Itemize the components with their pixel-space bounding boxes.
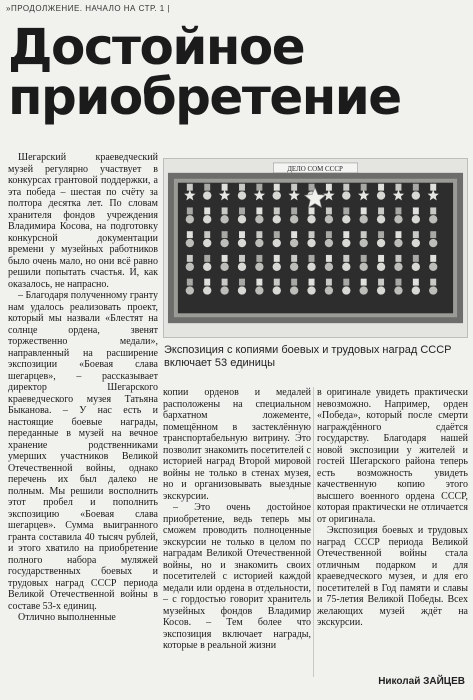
medal-icon <box>186 239 194 247</box>
title-line-1: Достойное <box>8 18 305 76</box>
medal-ribbon <box>361 279 367 286</box>
medal-icon <box>412 286 420 294</box>
medal-ribbon <box>326 207 332 214</box>
medal-icon <box>342 263 350 271</box>
medal-ribbon <box>222 279 228 286</box>
medal-icon <box>394 239 402 247</box>
medal-ribbon <box>187 207 193 214</box>
paragraph: копии орденов и медалей расположены на специальном бархатном ложементе, помещённом в застеклённую транспортабельную витрину. Это позволит знакомить посетителей с историей наград Второй мировой войны не только в стенах музея, но и организовывать выездные экскурсии. <box>163 387 311 502</box>
medal-ribbon <box>395 279 401 286</box>
title-line-2: приобретение <box>8 68 401 126</box>
medal-ribbon <box>395 231 401 238</box>
paragraph: Экспозиция боевых и трудовых наград СССР периода Великой Отечественной войны стала отличным подарком и для краеведческого музея, и для его посетителей в Год памяти и славы и 75-летия Великой Победы. Всех желающих музей ждёт на экскурсии. <box>317 525 468 628</box>
medal-ribbon <box>343 184 349 191</box>
medal-ribbon <box>256 184 262 191</box>
medal-icon <box>377 191 385 199</box>
medal-icon <box>429 215 437 223</box>
medal-ribbon <box>187 255 193 262</box>
medal-ribbon <box>378 207 384 214</box>
medal-ribbon <box>361 231 367 238</box>
medal-ribbon <box>204 184 210 191</box>
medal-icon <box>238 239 246 247</box>
medal-ribbon <box>256 231 262 238</box>
medal-icon <box>220 286 228 294</box>
continuation-line: »ПРОДОЛЖЕНИЕ. НАЧАЛО НА СТР. 1 | <box>6 4 171 13</box>
medal-icon <box>360 239 368 247</box>
medal-icon <box>203 286 211 294</box>
column-1 <box>8 152 158 624</box>
medal-ribbon <box>256 255 262 262</box>
medal-icon <box>290 286 298 294</box>
medal-ribbon <box>413 207 419 214</box>
medal-ribbon <box>256 279 262 286</box>
medal-ribbon <box>274 255 280 262</box>
paragraph: – Это очень достойное приобретение, ведь теперь мы сможем проводить полноценные экскурсии не только в целом по наградам Великой Отечественной войны, но и знакомить своих посетителей с историей каждой медали или ордена в отдельности, – с гордостью говорит хранитель музейных фондов Владимир Косов. – Тем более что экспозиция включает награды, которые в реальной жизни <box>163 502 311 651</box>
medal-icon <box>377 215 385 223</box>
medal-ribbon <box>378 255 384 262</box>
medal-ribbon <box>239 184 245 191</box>
medal-ribbon <box>395 184 401 191</box>
medal-ribbon <box>430 255 436 262</box>
exhibit-photo <box>163 158 468 338</box>
medal-ribbon <box>309 279 315 286</box>
medal-icon <box>307 263 315 271</box>
medal-ribbon <box>309 231 315 238</box>
medal-ribbon <box>274 184 280 191</box>
medal-icon <box>255 286 263 294</box>
medal-icon <box>290 263 298 271</box>
medal-ribbon <box>413 255 419 262</box>
medal-icon <box>186 286 194 294</box>
medal-ribbon <box>413 231 419 238</box>
medal-icon <box>307 215 315 223</box>
medal-icon <box>273 239 281 247</box>
medal-ribbon <box>309 255 315 262</box>
medal-icon <box>238 215 246 223</box>
medal-ribbon <box>274 231 280 238</box>
medal-ribbon <box>343 207 349 214</box>
medal-ribbon <box>361 207 367 214</box>
medal-icon <box>203 215 211 223</box>
medal-ribbon <box>239 207 245 214</box>
medal-icon <box>412 239 420 247</box>
medal-ribbon <box>291 279 297 286</box>
medal-display-case-image <box>164 159 467 337</box>
medal-icon <box>412 191 420 199</box>
medal-ribbon <box>274 279 280 286</box>
medal-ribbon <box>187 231 193 238</box>
medal-icon <box>325 286 333 294</box>
medal-ribbon <box>343 231 349 238</box>
medal-icon <box>342 286 350 294</box>
column-divider <box>313 387 314 677</box>
medal-icon <box>220 215 228 223</box>
medal-ribbon <box>187 279 193 286</box>
medal-icon <box>360 263 368 271</box>
medal-ribbon <box>309 184 315 191</box>
medal-ribbon <box>395 255 401 262</box>
medal-icon <box>238 286 246 294</box>
medal-icon <box>203 191 211 199</box>
medal-icon <box>377 239 385 247</box>
medal-icon <box>220 263 228 271</box>
medal-icon <box>203 239 211 247</box>
medal-icon <box>412 215 420 223</box>
medal-icon <box>220 239 228 247</box>
medal-ribbon <box>187 184 193 191</box>
medal-icon <box>290 215 298 223</box>
medal-icon <box>342 239 350 247</box>
medal-ribbon <box>395 207 401 214</box>
photo-caption: Экспозиция с копиями боевых и трудовых наград СССР включает 53 единицы <box>164 344 452 369</box>
medal-icon <box>360 215 368 223</box>
medal-ribbon <box>204 279 210 286</box>
medal-ribbon <box>239 255 245 262</box>
medal-icon <box>186 263 194 271</box>
medal-icon <box>394 263 402 271</box>
medal-ribbon <box>430 207 436 214</box>
medal-icon <box>394 215 402 223</box>
paragraph: в оригинале увидеть практически невозможно. Например, орден «Победа», который после смерти награждённого сдаётся государству. Благодаря нашей новой экспозиции у жителей и гостей Шегарского района теперь есть возможность увидеть качественную копию этого высшего военного ордена СССР, которая практически не отличается от оригинала. <box>317 387 468 525</box>
medal-ribbon <box>222 184 228 191</box>
medal-ribbon <box>326 231 332 238</box>
medal-icon <box>377 263 385 271</box>
medal-icon <box>429 263 437 271</box>
author-name: Николай ЗАЙЦЕВ <box>378 676 465 687</box>
photo-banner: ДЕЛО СОМ СССР <box>287 165 343 173</box>
medal-icon <box>360 286 368 294</box>
medal-ribbon <box>413 184 419 191</box>
paragraph: Шегарский краеведческий музей регулярно участвует в конкурсах грантовой поддержки, а эта победа – шестая по счёту за полтора десятка лет. По словам хранителя фондов учреждения Владимира Косова, на подготовку конкурсной документации времени у музейных работников было очень мало, но они всё равно решили попытать счастья. И, как оказалось, не напрасно. <box>8 152 158 290</box>
column-3 <box>317 387 468 629</box>
medal-icon <box>273 263 281 271</box>
paragraph: – Благодаря полученному гранту нам удалось реализовать проект, который мы назвали «Блестят на солнце ордена, звенят торжественно медали», направленный на расширение экспозиции «Боевая слава шегарцев», – рассказывает директор Шегарского краеведческого музея Татьяна Быканова. – У нас есть и настоящие боевые награды, переданные в музей на вечное хранение родственниками умерших участников Великой Отечественной войны, однако перечень их был далеко не полным. Мы решили восполнить этот пробел и пополнить экспозицию «Боевая слава шегарцев». Сумма выигранного гранта составила 40 тысяч рублей, и этого хватило на приобретение полного набора муляжей государственных боевых и трудовых наград СССР периода Великой Отечественной войны в составе 53-х единиц. <box>8 290 158 612</box>
medal-ribbon <box>204 231 210 238</box>
medal-icon <box>307 239 315 247</box>
medal-ribbon <box>256 207 262 214</box>
medal-ribbon <box>326 255 332 262</box>
medal-icon <box>203 263 211 271</box>
paragraph: Отлично выполненные <box>18 612 116 623</box>
medal-ribbon <box>326 279 332 286</box>
medal-icon <box>307 286 315 294</box>
medal-ribbon <box>222 255 228 262</box>
medal-icon <box>255 239 263 247</box>
medal-ribbon <box>430 231 436 238</box>
medal-icon <box>429 286 437 294</box>
medal-ribbon <box>239 231 245 238</box>
medal-ribbon <box>343 279 349 286</box>
medal-ribbon <box>291 184 297 191</box>
medal-icon <box>325 215 333 223</box>
medal-icon <box>429 239 437 247</box>
article-title <box>8 18 468 126</box>
medal-ribbon <box>378 231 384 238</box>
medal-ribbon <box>222 231 228 238</box>
medal-ribbon <box>239 279 245 286</box>
medal-ribbon <box>430 184 436 191</box>
medal-icon <box>325 263 333 271</box>
medal-ribbon <box>274 207 280 214</box>
medal-icon <box>290 239 298 247</box>
medal-icon <box>342 191 350 199</box>
medal-ribbon <box>291 231 297 238</box>
medal-icon <box>255 263 263 271</box>
medal-ribbon <box>343 255 349 262</box>
medal-ribbon <box>326 184 332 191</box>
medal-icon <box>394 286 402 294</box>
medal-icon <box>238 263 246 271</box>
medal-icon <box>377 286 385 294</box>
medal-icon <box>325 239 333 247</box>
medal-ribbon <box>291 207 297 214</box>
medal-icon <box>273 191 281 199</box>
column-2 <box>163 387 311 652</box>
medal-ribbon <box>378 279 384 286</box>
medal-ribbon <box>361 255 367 262</box>
medal-ribbon <box>222 207 228 214</box>
medal-icon <box>342 215 350 223</box>
medal-icon <box>186 215 194 223</box>
medal-icon <box>273 215 281 223</box>
medal-icon <box>273 286 281 294</box>
medal-ribbon <box>204 207 210 214</box>
medal-ribbon <box>291 255 297 262</box>
medal-ribbon <box>204 255 210 262</box>
medal-ribbon <box>378 184 384 191</box>
medal-ribbon <box>413 279 419 286</box>
medal-icon <box>412 263 420 271</box>
medal-icon <box>255 215 263 223</box>
medal-ribbon <box>361 184 367 191</box>
medal-ribbon <box>430 279 436 286</box>
medal-icon <box>238 191 246 199</box>
medal-ribbon <box>309 207 315 214</box>
